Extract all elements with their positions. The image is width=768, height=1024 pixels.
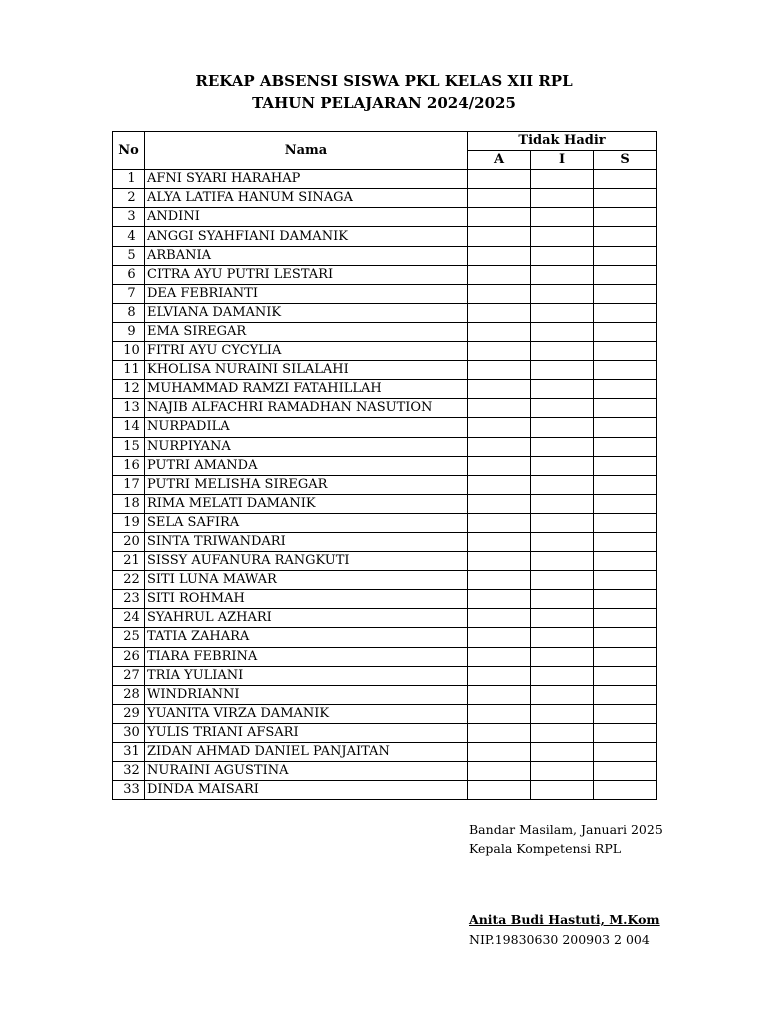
table-row	[113, 361, 657, 380]
table-row	[113, 399, 657, 418]
document-subtitle: TAHUN PELAJARAN 2024/2025	[252, 94, 516, 112]
table-row	[113, 265, 657, 284]
table-row	[113, 704, 657, 723]
signature-nip: NIP.19830630 200903 2 004	[469, 932, 650, 947]
row-number: 23	[113, 590, 145, 609]
student-name: SITI LUNA MAWAR	[145, 571, 468, 590]
row-number: 26	[113, 647, 145, 666]
table-row	[113, 227, 657, 246]
cell-a	[468, 437, 531, 456]
student-name: YUANITA VIRZA DAMANIK	[145, 704, 468, 723]
row-number: 9	[113, 322, 145, 341]
student-name: ZIDAN AHMAD DANIEL PANJAITAN	[145, 743, 468, 762]
cell-s	[594, 456, 657, 475]
cell-i	[531, 532, 594, 551]
cell-a	[468, 685, 531, 704]
cell-i	[531, 456, 594, 475]
cell-a	[468, 743, 531, 762]
student-name: MUHAMMAD RAMZI FATAHILLAH	[145, 380, 468, 399]
cell-s	[594, 303, 657, 322]
cell-i	[531, 170, 594, 189]
student-name: TRIA YULIANI	[145, 666, 468, 685]
table-row	[113, 170, 657, 189]
cell-a	[468, 571, 531, 590]
cell-a	[468, 647, 531, 666]
cell-a	[468, 322, 531, 341]
cell-i	[531, 189, 594, 208]
row-number: 10	[113, 342, 145, 361]
student-name: PUTRI MELISHA SIREGAR	[145, 475, 468, 494]
table-row	[113, 743, 657, 762]
table-body	[113, 170, 657, 800]
table-row	[113, 284, 657, 303]
cell-i	[531, 647, 594, 666]
cell-a	[468, 418, 531, 437]
student-name: NURAINI AGUSTINA	[145, 762, 468, 781]
cell-s	[594, 322, 657, 341]
student-name: SINTA TRIWANDARI	[145, 532, 468, 551]
row-number: 22	[113, 571, 145, 590]
table-row	[113, 647, 657, 666]
cell-i	[531, 743, 594, 762]
cell-i	[531, 303, 594, 322]
table-row	[113, 532, 657, 551]
table-row	[113, 666, 657, 685]
header-tidak-hadir: Tidak Hadir	[468, 132, 657, 151]
cell-i	[531, 322, 594, 341]
student-name: RIMA MELATI DAMANIK	[145, 494, 468, 513]
cell-a	[468, 723, 531, 742]
row-number: 21	[113, 552, 145, 571]
cell-s	[594, 475, 657, 494]
cell-s	[594, 399, 657, 418]
signature-name: Anita Budi Hastuti, M.Kom	[469, 912, 660, 927]
cell-i	[531, 380, 594, 399]
cell-i	[531, 342, 594, 361]
table-row	[113, 609, 657, 628]
cell-i	[531, 208, 594, 227]
cell-s	[594, 189, 657, 208]
header-s: S	[594, 151, 657, 170]
cell-s	[594, 552, 657, 571]
cell-i	[531, 246, 594, 265]
cell-i	[531, 437, 594, 456]
row-number: 6	[113, 265, 145, 284]
cell-i	[531, 609, 594, 628]
student-name: TATIA ZAHARA	[145, 628, 468, 647]
cell-s	[594, 246, 657, 265]
cell-a	[468, 227, 531, 246]
table-row	[113, 552, 657, 571]
cell-a	[468, 284, 531, 303]
table-row	[113, 513, 657, 532]
row-number: 4	[113, 227, 145, 246]
cell-a	[468, 532, 531, 551]
document-title: REKAP ABSENSI SISWA PKL KELAS XII RPL	[195, 72, 573, 90]
student-name: ANDINI	[145, 208, 468, 227]
student-name: NURPIYANA	[145, 437, 468, 456]
row-number: 30	[113, 723, 145, 742]
cell-s	[594, 628, 657, 647]
row-number: 32	[113, 762, 145, 781]
cell-i	[531, 399, 594, 418]
table-row	[113, 303, 657, 322]
student-name: AFNI SYARI HARAHAP	[145, 170, 468, 189]
row-number: 7	[113, 284, 145, 303]
cell-s	[594, 284, 657, 303]
cell-a	[468, 303, 531, 322]
cell-s	[594, 532, 657, 551]
cell-i	[531, 628, 594, 647]
cell-i	[531, 590, 594, 609]
cell-a	[468, 475, 531, 494]
row-number: 11	[113, 361, 145, 380]
table-row	[113, 723, 657, 742]
cell-a	[468, 170, 531, 189]
row-number: 24	[113, 609, 145, 628]
table-row	[113, 475, 657, 494]
table-row	[113, 762, 657, 781]
table-row	[113, 246, 657, 265]
row-number: 27	[113, 666, 145, 685]
cell-i	[531, 704, 594, 723]
cell-s	[594, 723, 657, 742]
student-name: SITI ROHMAH	[145, 590, 468, 609]
row-number: 17	[113, 475, 145, 494]
row-number: 16	[113, 456, 145, 475]
student-name: KHOLISA NURAINI SILALAHI	[145, 361, 468, 380]
cell-a	[468, 513, 531, 532]
student-name: TIARA FEBRINA	[145, 647, 468, 666]
row-number: 31	[113, 743, 145, 762]
table-row	[113, 685, 657, 704]
student-name: NAJIB ALFACHRI RAMADHAN NASUTION	[145, 399, 468, 418]
attendance-table	[112, 131, 657, 800]
student-name: ELVIANA DAMANIK	[145, 303, 468, 322]
row-number: 15	[113, 437, 145, 456]
table-row	[113, 342, 657, 361]
cell-a	[468, 609, 531, 628]
cell-a	[468, 265, 531, 284]
cell-i	[531, 284, 594, 303]
cell-a	[468, 189, 531, 208]
cell-s	[594, 227, 657, 246]
signature-place-date: Bandar Masilam, Januari 2025	[469, 822, 663, 837]
row-number: 28	[113, 685, 145, 704]
student-name: PUTRI AMANDA	[145, 456, 468, 475]
cell-s	[594, 437, 657, 456]
row-number: 2	[113, 189, 145, 208]
student-name: WINDRIANNI	[145, 685, 468, 704]
row-number: 8	[113, 303, 145, 322]
cell-a	[468, 380, 531, 399]
row-number: 12	[113, 380, 145, 399]
signature-position: Kepala Kompetensi RPL	[469, 841, 622, 856]
student-name: ANGGI SYAHFIANI DAMANIK	[145, 227, 468, 246]
cell-a	[468, 342, 531, 361]
cell-s	[594, 666, 657, 685]
cell-s	[594, 342, 657, 361]
header-a: A	[468, 151, 531, 170]
row-number: 14	[113, 418, 145, 437]
cell-i	[531, 361, 594, 380]
cell-s	[594, 418, 657, 437]
cell-a	[468, 590, 531, 609]
cell-s	[594, 647, 657, 666]
header-nama: Nama	[145, 132, 468, 170]
table-row	[113, 494, 657, 513]
row-number: 19	[113, 513, 145, 532]
table-row	[113, 456, 657, 475]
cell-i	[531, 762, 594, 781]
cell-a	[468, 704, 531, 723]
table-row	[113, 590, 657, 609]
cell-s	[594, 762, 657, 781]
cell-i	[531, 666, 594, 685]
student-name: SELA SAFIRA	[145, 513, 468, 532]
row-number: 3	[113, 208, 145, 227]
table-row	[113, 571, 657, 590]
table-row	[113, 189, 657, 208]
cell-s	[594, 609, 657, 628]
cell-a	[468, 456, 531, 475]
cell-i	[531, 571, 594, 590]
student-name: SISSY AUFANURA RANGKUTI	[145, 552, 468, 571]
cell-a	[468, 552, 531, 571]
row-number: 1	[113, 170, 145, 189]
cell-s	[594, 265, 657, 284]
cell-s	[594, 685, 657, 704]
cell-s	[594, 170, 657, 189]
cell-s	[594, 743, 657, 762]
cell-s	[594, 208, 657, 227]
header-i: I	[531, 151, 594, 170]
student-name: ALYA LATIFA HANUM SINAGA	[145, 189, 468, 208]
cell-s	[594, 590, 657, 609]
table-row	[113, 322, 657, 341]
table-row	[113, 208, 657, 227]
table-row	[113, 380, 657, 399]
student-name: YULIS TRIANI AFSARI	[145, 723, 468, 742]
cell-a	[468, 399, 531, 418]
cell-a	[468, 666, 531, 685]
cell-a	[468, 246, 531, 265]
row-number: 20	[113, 532, 145, 551]
header-no: No	[113, 132, 145, 170]
cell-s	[594, 781, 657, 800]
cell-i	[531, 494, 594, 513]
cell-i	[531, 781, 594, 800]
student-name: SYAHRUL AZHARI	[145, 609, 468, 628]
row-number: 13	[113, 399, 145, 418]
cell-i	[531, 552, 594, 571]
row-number: 5	[113, 246, 145, 265]
cell-s	[594, 494, 657, 513]
cell-a	[468, 361, 531, 380]
student-name: NURPADILA	[145, 418, 468, 437]
cell-s	[594, 513, 657, 532]
cell-s	[594, 380, 657, 399]
student-name: CITRA AYU PUTRI LESTARI	[145, 265, 468, 284]
cell-a	[468, 762, 531, 781]
cell-i	[531, 723, 594, 742]
cell-s	[594, 571, 657, 590]
table-row	[113, 781, 657, 800]
row-number: 29	[113, 704, 145, 723]
cell-s	[594, 704, 657, 723]
student-name: DINDA MAISARI	[145, 781, 468, 800]
table-row	[113, 628, 657, 647]
cell-s	[594, 361, 657, 380]
student-name: ARBANIA	[145, 246, 468, 265]
cell-a	[468, 781, 531, 800]
student-name: DEA FEBRIANTI	[145, 284, 468, 303]
cell-a	[468, 628, 531, 647]
table-row	[113, 437, 657, 456]
row-number: 25	[113, 628, 145, 647]
row-number: 33	[113, 781, 145, 800]
cell-i	[531, 418, 594, 437]
cell-i	[531, 685, 594, 704]
table-row	[113, 418, 657, 437]
student-name: EMA SIREGAR	[145, 322, 468, 341]
cell-i	[531, 475, 594, 494]
cell-a	[468, 208, 531, 227]
cell-a	[468, 494, 531, 513]
student-name: FITRI AYU CYCYLIA	[145, 342, 468, 361]
cell-i	[531, 227, 594, 246]
cell-i	[531, 265, 594, 284]
row-number: 18	[113, 494, 145, 513]
cell-i	[531, 513, 594, 532]
